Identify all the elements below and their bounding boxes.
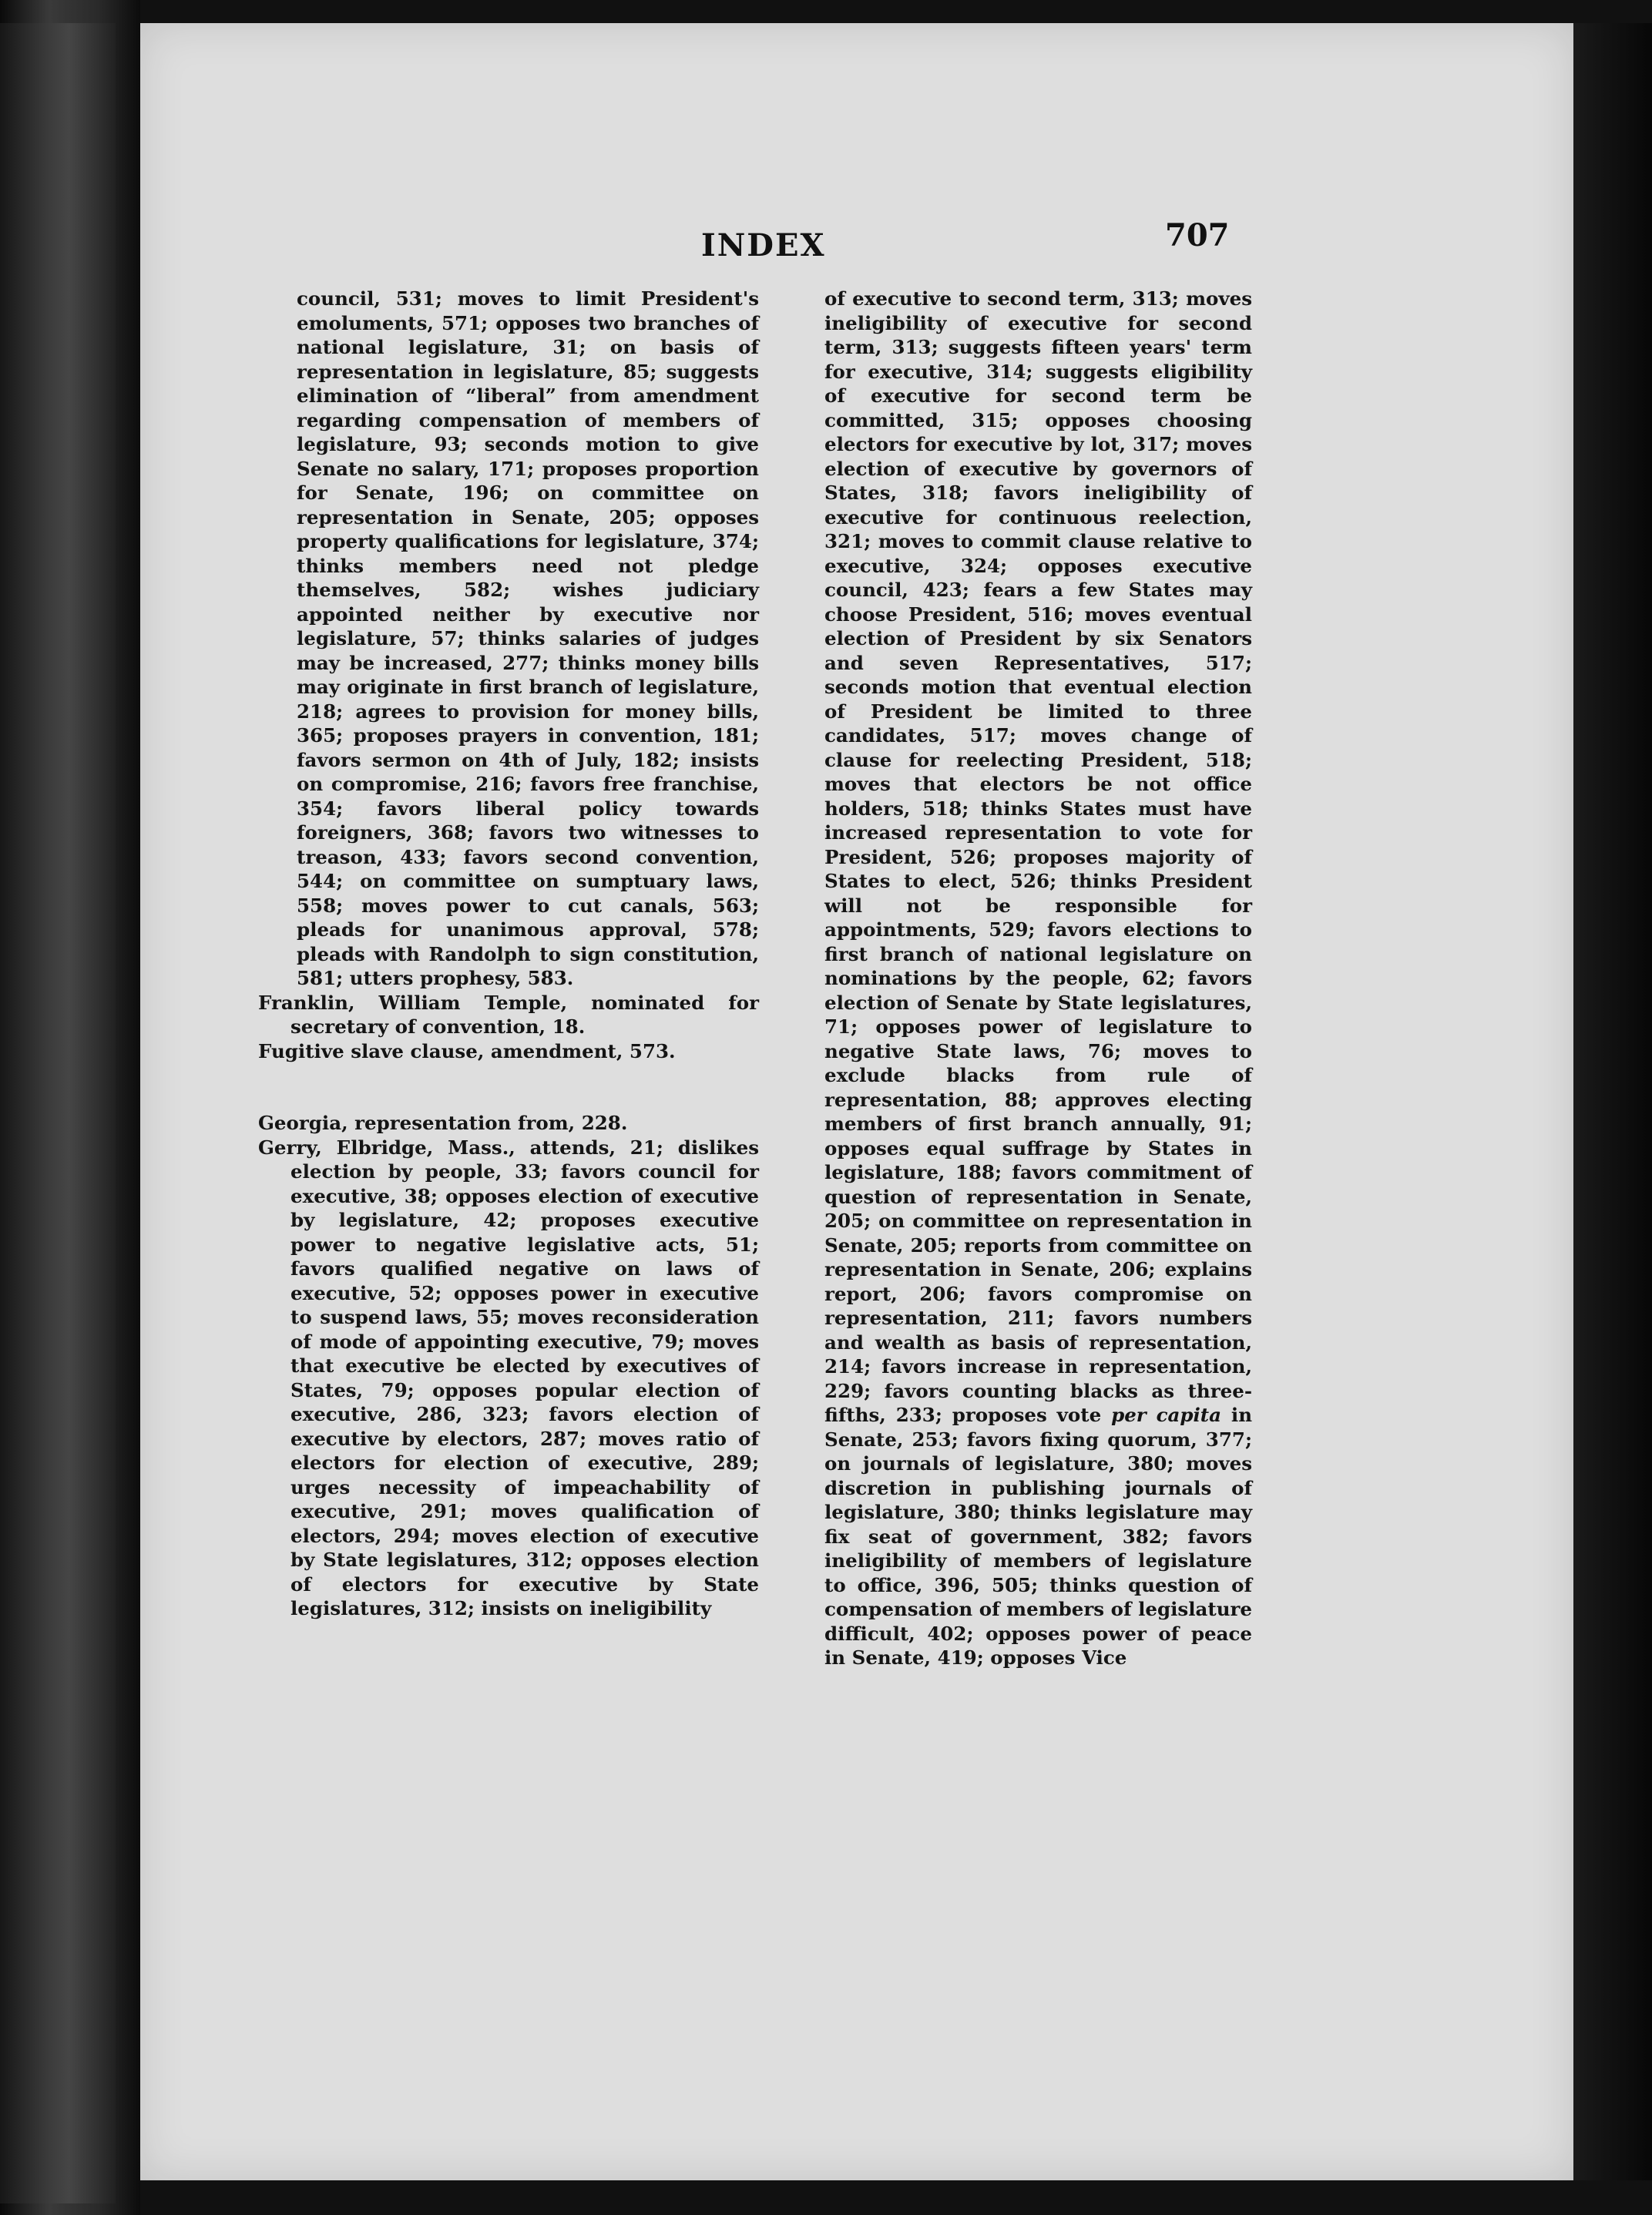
index-entry-gerry-continued — [824, 287, 1252, 1670]
italic-phrase: per capita — [1111, 1404, 1221, 1426]
index-entry-franklin: Franklin, William Temple, nominated for secretary of convention, 18. — [258, 991, 759, 1038]
adjacent-page-sliver — [0, 23, 116, 2203]
index-entry-fugitive-slave-clause: Fugitive slave clause, amendment, 573. — [258, 1039, 676, 1062]
letter-break — [297, 1063, 759, 1111]
index-column-right — [824, 287, 1252, 1670]
adjacent-page-edge — [0, 0, 140, 2215]
index-entry-continuation: council, 531; moves to limit President's emoluments, 571; opposes two branches of national legislature, 31; on basis of representation in legislature, 85; suggests elimination of “liberal” from amendment regarding compensation of members of legislature, 93; seconds motion to give Senate no salary, 171; proposes proportion for Senate, 196; on committee on representation in Senate, 205; opposes property qualifications for legislature, 374; thinks members need not pledge themselves, 582; wishes judiciary appointed neither by executive nor legislature, 57; thinks salaries of judges may be increased, 277; thinks money bills may originate in first branch of legislature, 218; agrees to provision for money bills, 365; proposes prayers in convention, 181; favors sermon on 4th of July, 182; insists on compromise, 216; favors free franchise, 354; favors liberal policy towards foreigners, 368; favors two witnesses to treason, 433; favors second convention, 544; on committee on sumptuary laws, 558; moves power to cut canals, 563; pleads for unanimous approval, 578; pleads with Randolph to sign constitution, 581; utters prophesy, 583. — [297, 287, 759, 989]
page-right-shadow — [1573, 23, 1652, 2180]
page-number: 707 — [1165, 217, 1230, 253]
index-column-left — [258, 287, 759, 1621]
gerry-text-part2: in Senate, 253; favors fixing quorum, 377; on journals of legislature, 380; moves discretion in publishing journals of legislature, 380; thinks legislature may fix seat of government, 382; favors ineligibility of members of legislature to office, 396, 505; thinks question of compensation of members of legislature difficult, 402; opposes power of peace in Senate, 419; opposes Vice — [824, 1404, 1253, 1669]
index-entry-georgia: Georgia, representation from, 228. — [258, 1112, 628, 1134]
gerry-text-part1: of executive to second term, 313; moves ineligibility of executive for second term, 313; suggests fifteen years' term for executive, 314; suggests eligibility of executive for second term be committed, 315; opposes choosing electors for executive by lot, 317; moves election of executive by governors of States, 318; favors ineligibility of executive for continuous reelection, 321; moves to commit clause relative to executive, 324; opposes executive council, 423; fears a few States may choose President, 516; moves eventual election of President by six Senators and seven Representatives, 517; seconds motion that eventual election of President be limited to three candidates, 517; moves change of clause for reelecting President, 518; moves that electors be not office holders, 518; thinks States must have increased representation to vote for President, 526; proposes majority of States to elect, 526; thinks President will not be responsible for appointments, 529; favors elections to first branch of national legislature on nominations by the people, 62; favors election of Senate by State legislatures, 71; opposes power of legislature to negative State laws, 76; moves to exclude blacks from rule of representation, 88; approves electing members of first branch annually, 91; opposes equal suffrage by States in legislature, 188; favors commitment of question of representation in Senate, 205; on committee on representation in Senate, 205; reports from committee on representation in Senate, 206; explains report, 206; favors compromise on representation, 211; favors numbers and wealth as basis of representation, 214; favors increase in representation, 229; favors counting blacks as three-fifths, 233; proposes vote — [824, 287, 1252, 1426]
running-head: INDEX — [701, 227, 826, 263]
index-entry-gerry: Gerry, Elbridge, Mass., attends, 21; dislikes election by people, 33; favors council for executive, 38; opposes election of executive by legislature, 42; proposes executive power to negative legislative acts, 51; favors qualified negative on laws of executive, 52; opposes power in executive to suspend laws, 55; moves reconsideration of mode of appointing executive, 79; moves that executive be elected by executives of States, 79; opposes popular election of executive, 286, 323; favors election of executive by electors, 287; moves ratio of electors for election of executive, 289; urges necessity of impeachability of executive, 291; moves qualification of electors, 294; moves election of executive by State legislatures, 312; opposes election of electors for executive by State legislatures, 312; insists on ineligibility — [258, 1136, 759, 1619]
